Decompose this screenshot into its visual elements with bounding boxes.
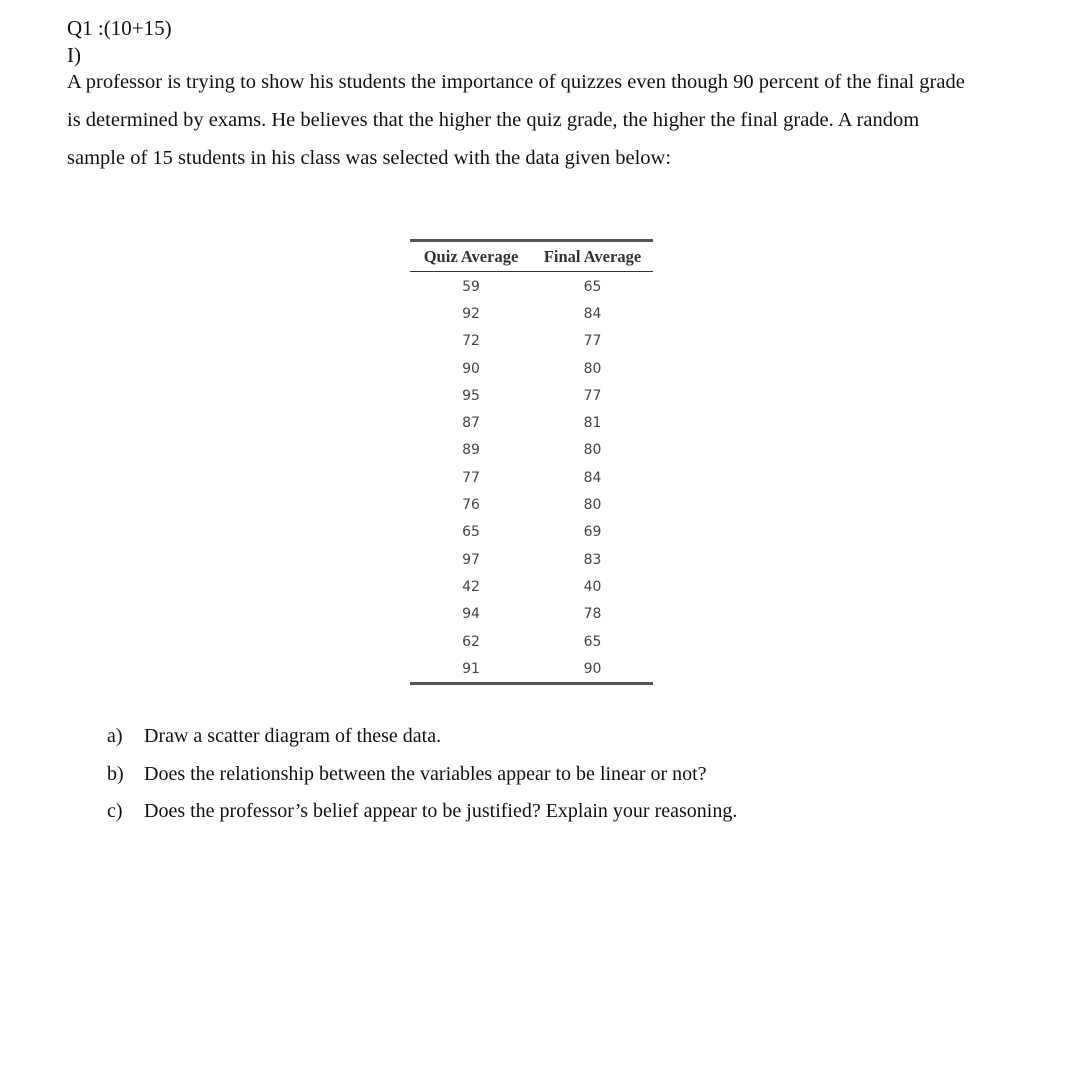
table-row (410, 546, 653, 573)
final-average-cell: 80 (583, 497, 602, 514)
table-row (410, 519, 653, 546)
subquestion-text: Draw a scatter diagram of these data. (144, 725, 442, 747)
subquestion-b (107, 756, 737, 794)
table-header-row (410, 241, 653, 272)
subquestion-c (107, 793, 737, 831)
subquestion-list (107, 718, 737, 831)
final-average-cell: 81 (583, 415, 602, 432)
table-body (410, 272, 653, 684)
column-header-final-average: Final Average (532, 241, 653, 272)
quiz-average-cell: 95 (462, 387, 480, 404)
quiz-average-cell: 42 (462, 578, 480, 595)
final-average-cell: 90 (583, 660, 602, 677)
table-row (410, 491, 653, 518)
quiz-average-cell: 59 (462, 278, 480, 295)
table-row (410, 573, 653, 600)
final-average-cell: 77 (583, 333, 602, 350)
quiz-average-cell: 62 (462, 633, 480, 650)
intro-line-2: is determined by exams. He believes that the higher the quiz grade, the higher the final grade. A random (67, 109, 920, 131)
subquestion-label: b) (107, 762, 124, 785)
table-row (410, 300, 653, 327)
data-table (410, 239, 653, 685)
quiz-average-cell: 94 (462, 606, 480, 623)
quiz-average-cell: 65 (462, 524, 480, 541)
final-average-cell: 83 (583, 551, 602, 568)
table-row (410, 328, 653, 355)
column-header-quiz-average: Quiz Average (410, 241, 532, 272)
final-average-cell: 65 (583, 278, 602, 295)
quiz-average-cell: 76 (462, 497, 480, 514)
question-part-label: I) (67, 43, 81, 67)
table-row (410, 272, 653, 301)
table-row (410, 382, 653, 409)
subquestion-text: Does the professor’s belief appear to be justified? Explain your reasoning. (144, 800, 738, 822)
quiz-average-cell: 77 (462, 469, 480, 486)
intro-line-1: A professor is trying to show his students the importance of quizzes even though 90 percent of the final grade (67, 71, 965, 93)
intro-line-3: sample of 15 students in his class was selected with the data given below: (67, 147, 672, 169)
final-average-cell: 84 (583, 469, 602, 486)
table-row (410, 601, 653, 628)
final-average-cell: 80 (583, 442, 602, 459)
table-row (410, 655, 653, 684)
final-average-cell: 69 (583, 524, 602, 541)
table-row (410, 628, 653, 655)
quiz-average-cell: 72 (462, 333, 480, 350)
quiz-average-cell: 97 (462, 551, 480, 568)
question-header: Q1 :(10+15) (67, 16, 172, 40)
quiz-average-cell: 92 (462, 305, 480, 322)
quiz-average-cell: 90 (462, 360, 480, 377)
final-average-cell: 80 (583, 360, 602, 377)
table-row (410, 355, 653, 382)
subquestion-a (107, 718, 737, 756)
table-row (410, 437, 653, 464)
table-row (410, 464, 653, 491)
final-average-cell: 65 (583, 633, 602, 650)
quiz-average-cell: 91 (462, 660, 480, 677)
quiz-average-cell: 89 (462, 442, 480, 459)
final-average-cell: 84 (583, 305, 602, 322)
subquestion-label: a) (107, 725, 123, 747)
table-row (410, 409, 653, 436)
final-average-cell: 77 (583, 387, 602, 404)
quiz-average-cell: 87 (462, 415, 480, 432)
subquestion-label: c) (107, 800, 123, 822)
subquestion-text: Does the relationship between the variables appear to be linear or not? (144, 762, 707, 785)
final-average-cell: 40 (583, 578, 602, 595)
final-average-cell: 78 (583, 606, 602, 623)
